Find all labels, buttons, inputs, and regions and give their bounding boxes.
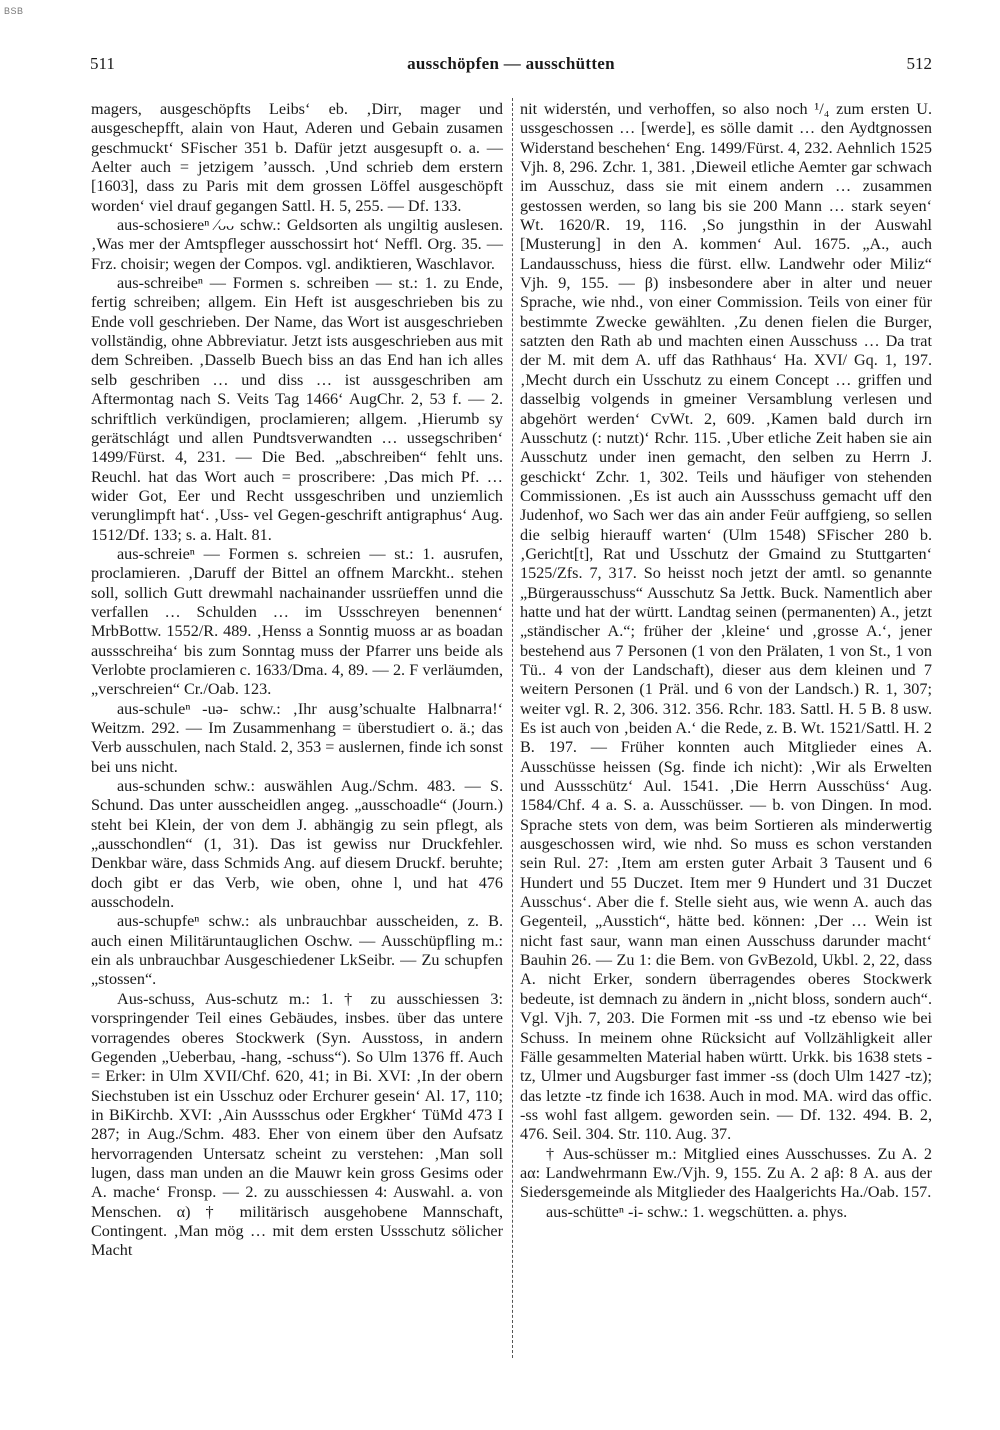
page-number-right: 512 xyxy=(906,54,932,73)
entry-aus-schosieren: aus-schosiereⁿ ⁄ᴗᴗ schw.: Geldsorten als ungiltig auslesen. ‚Was mer der Amtspfleger ausschossirt hot‘ Neffl. Org. 35. — Frz. choisir; wegen der Compos. vgl. andiktieren, Waschlavor. xyxy=(91,216,503,273)
right-column xyxy=(520,100,932,1222)
entry-continuation-ausschoepfen: magers, ausgeschöpfts Leibs‘ eb. ‚Dirr, mager und ausgeschepfft, alain von Haut, Aderen und Gebain zusamen geschmuckt‘ SFischer 351 b. Dafür jetzt ausgesupft o. a. — Aelter auch = jetzigem ’aussch. ‚Und schrieb dem erstern [1603], dass zu Paris mit dem grossen Löffel ausgeschöpft worden‘ viel drauf gegangen Sattl. H. 5, 255. — Df. 133. xyxy=(91,100,503,215)
page-header xyxy=(90,54,932,80)
entry-aus-schulen: aus-schuleⁿ -uə- schw.: ‚Ihr ausg’schualte Halbnarra!‘ Weitzm. 292. — Im Zusammenhang = überstudiert o. ä.; das Verb ausschulen, nach Stald. 2, 353 = auslernen, finde ich sonst bei uns nicht. xyxy=(91,699,503,776)
page-number-left: 511 xyxy=(90,54,115,73)
entry-aus-schuesser: † Aus-schüsser m.: Mitglied eines Ausschusses. Zu A. 2 aα: Landwehrmann Ew./Vjh. 9, 155. Zu A. 2 aβ: 8 A. aus der Siedersgemeinde als Mitglieder des Haalgerichts Ha./Oab. 157. xyxy=(520,1144,932,1202)
library-stamp: BSB xyxy=(4,6,24,16)
entry-continuation-aus-schuss: nit widerstén, und verhoffen, so also noch ¹/₄ zum ersten U. ussgeschossen … [werde], es sölle damit … den Aydtgnossen Widerstand beschehen‘ Eng. 1499/Fürst. 4, 232. Aehnlich 1525 Vjh. 8, 296. Zchr. 1, 381. ‚Dieweil etliche Aemter gar schwach im Ausschuz, dass sie mit einem andern … zusammen gestossen werden, so lang bis sie 200 Mann … stark seyen‘ Wt. 1620/R. 19, 116. ‚So jungsthin in der Auswahl [Musterung] in den A. kommen‘ Aul. 1675. „A., auch Landausschuss, hiess die fürst. ellw. Landwehr oder Miliz“ Vjh. 9, 155. — β) insbesondere aber in alter und neuer Sprache, wie nhd., von einer Commission. Teils von einer für bestimmte Zwecke gewählten. ‚Zu denen fielen die Burger, satzten den Rath ab und machten einen Ausschuss … Da trat der M. mit dem A. uff das Rathhaus‘ Ha. XVI/ Gq. 1, 197. ‚Mecht durch ein Usschutz zu einem Concept … griffen und dasselbig volgends in gmeiner Versamblung verlesen und abgehört werden‘ CvWt. 2, 609. ‚Kamen bald durch irn Ausschutz (: nutzt)‘ Rchr. 115. ‚Uber etliche Zeit haben sie ain Ausschutz under inen gemacht, den selben zu Herrn J. geschickt‘ Zchr. 1, 302. Teils und häufiger von stehenden Commissionen. ‚Es ist auch ain Aussschuss gemacht uff den Judenhof, wo Sach wer das ain ander Feür auffgieng, so sellen die selbig hierauff warten‘ (Ulm 1548) SFischer 280 b. ‚Gericht[t], Rat und Usschutz der Gmaind zu Stuttgarten‘ 1525/Zfs. 7, 317. So heisst noch jetzt der amtl. so genannte „Bürgerausschuss“ Ausschutz Sa Jettk. Buck. Namentlich aber hatte und hat der württ. Landtag seinen (permanenten) A., jetzt „ständischer A.“; früher der ‚kleine‘ und ‚grosse A.‘, jener bestehend aus 7 Personen (1 von den Prälaten, 1 von St., 1 von Tü.. 4 von der Landschaft), dieser aus dem kleinen und 7 weitern Personen (1 Präl. und 6 von der Landsch.) R. 1, 307; weiter vgl. R. 2, 306. 312. 356. Rchr. 183. Sattl. H. 5 B. 8 usw. Es ist auch von ‚beiden A.‘ die Rede, z. B. Wt. 1521/Sattl. H. 2 B. 197. — Früher konnten auch Mitglieder eines A. Ausschüsse heissen (Sg. finde ich nicht): ‚Wir als Erwelten und Aussschütz‘ Aul. 1541. ‚Die Herrn Ausschüss‘ Aug. 1584/Chf. 4 a. S. a. Ausschüsser. — b. von Dingen. In mod. Sprache stets von dem, was beim Sortieren als minderwertig ausgeschossen wird, wie nhd. So muss es schon verstanden sein Rul. 27: ‚Item am ersten guter Arbait 3 Tausent und 6 Hundert und 55 Duczet. Item mer 9 Hundert und 31 Duczet Ausschus‘. Aber die f. Stelle sieht aus, wie wenn A. auch das Gegenteil, „Ausstich“, hätte bed. können: ‚Der … Wein ist nicht fast saur, wann man einen Ausschuss darunder macht‘ Bauhin 26. — Zu 1: die Bem. von GvBezold, Ukbl. 2, 22, dass A. nicht Erker, sondern überragendes oberes Stockwerk bedeute, ist demnach zu ändern in „nicht bloss, sondern auch“. Vgl. Vjh. 7, 203. Die Formen mit -ss und -tz ebenso wie bei Schuss. In meinem ohne Rücksicht auf Vollzähligkeit aller Fälle gesammelten Material haben württ. Urkk. bis 1638 stets -tz, Ulmer und Augsburger fast immer -ss (doch Ulm 1427 -tz); das letzte -tz finde ich 1638. Auch in mod. MA. wird das offic. -ss wohl fast allgem. geworden sein. — Df. 132. 494. B. 2, 476. Seil. 304. Str. 110. Aug. 37. xyxy=(520,100,932,1144)
entry-aus-schreien: aus-schreieⁿ — Formen s. schreien — st.: 1. ausrufen, proclamieren. ‚Daruff der Bittel an offnem Marckht.. stehen soll, sollich Gutt drewmahl nachainander ussrüeffen unnd die verfallen … Schulden … im Ussschreyen benennen‘ MrbBottw. 1552/R. 489. ‚Henss a Sonntig muoss ar as boadan aussschreiha‘ bis zum Sonntag muss der Pfarrer uns beide als Verlobte proclamieren c. 1633/Dma. 4, 89. — 2. F verläumden, „verschreien“ Cr./Oab. 123. xyxy=(91,544,503,699)
entry-aus-schuetten: aus-schütteⁿ -i- schw.: 1. wegschütten. a. phys. xyxy=(546,1202,848,1221)
running-title: ausschöpfen — ausschütten xyxy=(407,54,615,73)
entry-aus-schupfen: aus-schupfeⁿ schw.: als unbrauchbar ausscheiden, z. B. auch einen Militäruntauglichen Oschw. — Ausschüpfling m.: ein als unbrauchbar Ausgeschiedener LkSeibr. — Zu schupfen „stossen“. xyxy=(91,912,503,989)
entry-aus-schreiben: aus-schreibeⁿ — Formen s. schreiben — st.: 1. zu Ende, fertig schreiben; allgem. Ein Heft ist ausgeschrieben bis zu Ende voll geschrieben. Der Name, das Wort ist ausgeschrieben vollständig, ohne Abbreviatur. Jetzt ists ausgeschrieben aus mit dem Schreiben. ‚Dasselb Buech biss an das End han ich alles selb geschriben … und diss … ist aussgeschriben am Aftermontag nach S. Veits Tag 1466‘ AugChr. 2, 53 f. — 2. schriftlich verkündigen, proclamieren; allgem. ‚Hierumb sy gerätschlágt und allen Pundtsverwandten … ussegschriben‘ 1499/Fürst. 4, 231. — Die Bed. „abschreiben“ fehlt uns. Reuchl. hat das Wort auch = proscribere: ‚Das mich Pf. … wider Got, Eer und Recht ussgeschriben und unziemlich verunglimpft hat‘. ‚Uss- vel Gegen-geschrift antigraphus‘ Aug. 1512/Df. 133; s. a. Halt. 81. xyxy=(91,274,503,544)
entry-aus-schuss: Aus-schuss, Aus-schutz m.: 1. † zu ausschiessen 3: vorspringender Teil eines Gebäudes, insbes. über das untere vorragendes oberes Stockwerk (Syn. Ausstoss, in andern Gegenden „Ueberbau, -hang, -schuss“). So Ulm 1376 ff. Auch = Erker: in Ulm XVII/Chf. 620, 41; in Bi. XVI: ‚In der obern Siechstuben ist ein Usschuz oder Erchurer gesein‘ Al. 17, 110; in BiKirchb. XVI: ‚Ain Aussschus oder Ergkher‘ TüMd 473 I 287; in Aug./Schm. 483. Eher von einem über den Aufsatz hervorragenden Untersatz scheint zu verstehen: ‚Man soll lugen, dass man unden an die Mauwr kein gross Gesims oder A. mache‘ Fronsp. — 2. zu ausschiessen 4: Auswahl. a. von Menschen. α) † militärisch ausgehobene Mannschaft, Contingent. ‚Man mög … mit dem ersten Ussschutz sölicher Macht xyxy=(91,989,503,1260)
left-column xyxy=(91,100,503,1261)
column-divider xyxy=(512,98,513,1358)
entry-aus-schunden: aus-schunden schw.: auswählen Aug./Schm. 483. — S. Schund. Das unter ausscheidlen angeg. „ausschoadle“ (Journ.) steht bei Klein, der von dem J. abhängig zu sein pflegt, als „ausschondlen“ (1, 31). Das ist gewiss nur Druckfehler. Denkbar wäre, dass Schmids Ang. auf diesem Druckf. beruhte; doch gibt er das Verb, wie oben, ohne l, und hat 476 ausschodeln. xyxy=(91,777,503,912)
